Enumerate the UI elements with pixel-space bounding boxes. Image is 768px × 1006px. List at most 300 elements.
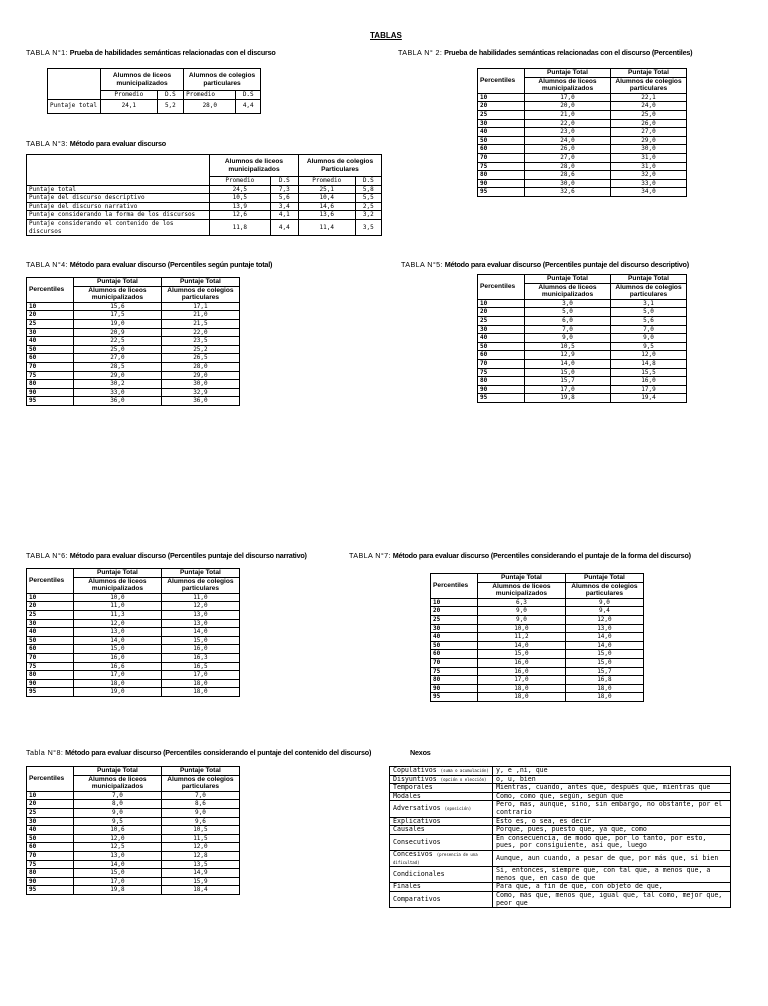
table-row bbox=[478, 153, 687, 162]
value-cell: 31,0 bbox=[610, 162, 686, 171]
value-cell: 12,0 bbox=[610, 351, 686, 360]
value-cell: 24,5 bbox=[210, 185, 271, 194]
value-cell: 26,0 bbox=[610, 119, 686, 128]
value-cell: 13,0 bbox=[161, 619, 239, 628]
table-row bbox=[431, 607, 644, 616]
value-cell: 15,5 bbox=[610, 368, 686, 377]
value-cell: 3,4 bbox=[270, 202, 298, 211]
value-cell: 3,2 bbox=[355, 211, 381, 220]
percentile-cell: 80 bbox=[478, 171, 525, 180]
value-cell: 19,4 bbox=[610, 394, 686, 403]
percentile-cell: 30 bbox=[27, 619, 74, 628]
table3-group-a: Alumnos de liceos municipalizados bbox=[210, 155, 299, 177]
table7-title bbox=[349, 551, 691, 560]
percentile-cell: 70 bbox=[27, 362, 74, 371]
column-subheader: Alumnos de colegios particulares bbox=[161, 577, 239, 593]
table7 bbox=[430, 573, 644, 702]
nexo-examples: Como, como que, según, según que bbox=[493, 792, 731, 801]
value-cell: 16,0 bbox=[610, 377, 686, 386]
table1-sub: Promedio bbox=[184, 91, 236, 100]
value-cell: 15,7 bbox=[565, 667, 643, 676]
column-header: Puntaje Total bbox=[525, 69, 611, 78]
percentile-cell: 30 bbox=[27, 328, 74, 337]
table-row bbox=[27, 826, 240, 835]
percentiles-header: Percentiles bbox=[27, 569, 74, 594]
percentile-cell: 50 bbox=[27, 345, 74, 354]
value-cell: 15,0 bbox=[74, 645, 162, 654]
percentile-cell: 95 bbox=[27, 886, 74, 895]
table-row bbox=[478, 385, 687, 394]
value-cell: 7,0 bbox=[525, 325, 611, 334]
table6-label: TABLA N°6: bbox=[26, 551, 68, 560]
percentile-cell: 60 bbox=[27, 645, 74, 654]
value-cell: 15,0 bbox=[565, 650, 643, 659]
nexo-note: (oposición) bbox=[444, 806, 472, 812]
percentile-cell: 10 bbox=[27, 593, 74, 602]
table-row bbox=[27, 388, 240, 397]
percentile-cell: 40 bbox=[431, 633, 478, 642]
table1-cell: 4,4 bbox=[236, 99, 261, 113]
value-cell: 15,7 bbox=[525, 377, 611, 386]
value-cell: 12,0 bbox=[161, 602, 239, 611]
nexo-examples: Pero, mas, aunque, sino, sin embargo, no obstante, por el contrario bbox=[493, 801, 731, 817]
percentile-cell: 50 bbox=[478, 136, 525, 145]
value-cell: 17,0 bbox=[525, 93, 611, 102]
value-cell: 17,0 bbox=[161, 671, 239, 680]
value-cell: 9,5 bbox=[610, 342, 686, 351]
percentile-cell: 40 bbox=[27, 628, 74, 637]
table1-sub: D.S bbox=[157, 91, 183, 100]
column-subheader: Alumnos de colegios particulares bbox=[565, 582, 643, 598]
column-subheader: Alumnos de colegios particulares bbox=[161, 286, 239, 302]
value-cell: 31,0 bbox=[610, 153, 686, 162]
value-cell: 30,2 bbox=[74, 380, 162, 389]
value-cell: 15,0 bbox=[161, 636, 239, 645]
table-row bbox=[27, 371, 240, 380]
percentile-cell: 95 bbox=[478, 188, 525, 197]
value-cell: 16,0 bbox=[161, 645, 239, 654]
value-cell: 15,6 bbox=[74, 302, 162, 311]
percentile-cell: 50 bbox=[478, 342, 525, 351]
table-row bbox=[27, 362, 240, 371]
table5-caption: Método para evaluar discurso (Percentiles puntaje del discurso descriptivo) bbox=[444, 260, 689, 269]
table5 bbox=[477, 274, 687, 403]
value-cell: 24,0 bbox=[610, 102, 686, 111]
percentile-cell: 90 bbox=[478, 179, 525, 188]
value-cell: 10,6 bbox=[74, 826, 162, 835]
column-subheader: Alumnos de colegios particulares bbox=[610, 283, 686, 299]
nexo-examples: Para que, a fin de que, con objeto de que, bbox=[493, 883, 731, 892]
table-row bbox=[478, 179, 687, 188]
value-cell: 8,6 bbox=[161, 800, 239, 809]
value-cell: 30,0 bbox=[161, 380, 239, 389]
percentile-cell: 20 bbox=[431, 607, 478, 616]
table1-group-a: Alumnos de liceos municipalizados bbox=[101, 69, 184, 91]
value-cell: 17,5 bbox=[74, 311, 162, 320]
table-row bbox=[478, 377, 687, 386]
value-cell: 26,0 bbox=[525, 145, 611, 154]
table5-label: TABLA N°5: bbox=[401, 260, 443, 269]
percentile-cell: 30 bbox=[431, 624, 478, 633]
table-row bbox=[27, 671, 240, 680]
percentile-cell: 70 bbox=[431, 658, 478, 667]
table-row bbox=[431, 676, 644, 685]
column-header: Puntaje Total bbox=[74, 278, 162, 287]
percentile-cell: 10 bbox=[27, 791, 74, 800]
value-cell: 33,0 bbox=[74, 388, 162, 397]
table-row bbox=[478, 102, 687, 111]
nexo-row bbox=[390, 850, 731, 866]
nexo-type: Comparativos bbox=[393, 894, 441, 903]
table1-cell: 5,2 bbox=[157, 99, 183, 113]
table-row bbox=[27, 354, 240, 363]
percentile-cell: 75 bbox=[478, 162, 525, 171]
table-row bbox=[27, 817, 240, 826]
value-cell: 20,0 bbox=[525, 102, 611, 111]
row-label: Puntaje total bbox=[27, 185, 210, 194]
nexo-type-cell bbox=[390, 891, 493, 907]
value-cell: 34,0 bbox=[610, 188, 686, 197]
nexos-title: Nexos bbox=[410, 748, 431, 757]
percentile-cell: 25 bbox=[27, 808, 74, 817]
nexo-examples: En consecuencia, de modo que, por lo tanto, por esto, pues, por consiguiente, así que, luego bbox=[493, 834, 731, 850]
nexo-row bbox=[390, 867, 731, 883]
nexo-row bbox=[390, 767, 731, 776]
table-row bbox=[478, 308, 687, 317]
table-row bbox=[27, 886, 240, 895]
nexo-type-cell bbox=[390, 801, 493, 817]
table-row bbox=[478, 145, 687, 154]
value-cell: 15,9 bbox=[161, 877, 239, 886]
value-cell: 25,2 bbox=[161, 345, 239, 354]
percentile-cell: 25 bbox=[478, 110, 525, 119]
value-cell: 9,0 bbox=[478, 615, 566, 624]
value-cell: 9,0 bbox=[565, 598, 643, 607]
value-cell: 3,5 bbox=[355, 219, 381, 235]
percentile-cell: 80 bbox=[27, 869, 74, 878]
column-subheader: Alumnos de colegios particulares bbox=[161, 775, 239, 791]
table-row bbox=[27, 645, 240, 654]
value-cell: 29,0 bbox=[610, 136, 686, 145]
table3-label: TABLA N°3: bbox=[26, 139, 68, 148]
percentiles-header: Percentiles bbox=[27, 278, 74, 303]
value-cell: 12,9 bbox=[525, 351, 611, 360]
value-cell: 5,6 bbox=[610, 316, 686, 325]
value-cell: 17,0 bbox=[525, 385, 611, 394]
value-cell: 13,5 bbox=[161, 860, 239, 869]
value-cell: 7,3 bbox=[270, 185, 298, 194]
table-row bbox=[27, 869, 240, 878]
table-row bbox=[27, 328, 240, 337]
value-cell: 28,5 bbox=[74, 362, 162, 371]
nexo-note: (suma o acumulación) bbox=[440, 768, 489, 773]
value-cell: 17,1 bbox=[161, 302, 239, 311]
value-cell: 13,0 bbox=[74, 851, 162, 860]
table6 bbox=[26, 568, 240, 697]
table3-sub: Promedio bbox=[298, 177, 355, 186]
value-cell: 7,0 bbox=[74, 791, 162, 800]
value-cell: 8,0 bbox=[74, 800, 162, 809]
value-cell: 6,0 bbox=[525, 316, 611, 325]
percentiles-header: Percentiles bbox=[478, 275, 525, 300]
table5-title bbox=[401, 260, 689, 269]
value-cell: 36,0 bbox=[161, 397, 239, 406]
row-label: Puntaje del discurso descriptivo bbox=[27, 194, 210, 203]
value-cell: 13,6 bbox=[298, 211, 355, 220]
percentile-cell: 10 bbox=[478, 93, 525, 102]
value-cell: 14,0 bbox=[161, 628, 239, 637]
value-cell: 10,5 bbox=[525, 342, 611, 351]
value-cell: 27,0 bbox=[610, 128, 686, 137]
value-cell: 22,0 bbox=[161, 328, 239, 337]
percentile-cell: 10 bbox=[478, 299, 525, 308]
value-cell: 16,5 bbox=[161, 662, 239, 671]
percentile-cell: 60 bbox=[27, 843, 74, 852]
nexo-row bbox=[390, 834, 731, 850]
percentile-cell: 95 bbox=[27, 397, 74, 406]
table-row bbox=[27, 602, 240, 611]
table-row bbox=[478, 188, 687, 197]
nexo-examples: Porque, pues, puesto que, ya que, como bbox=[493, 826, 731, 835]
percentile-cell: 40 bbox=[27, 337, 74, 346]
nexo-note: (opción o elección) bbox=[440, 776, 487, 782]
column-subheader: Alumnos de liceos municipalizados bbox=[74, 286, 162, 302]
table8 bbox=[26, 766, 240, 895]
table-row bbox=[27, 843, 240, 852]
value-cell: 22,5 bbox=[74, 337, 162, 346]
value-cell: 12,0 bbox=[74, 619, 162, 628]
table-row bbox=[478, 325, 687, 334]
table-row bbox=[27, 834, 240, 843]
column-header: Puntaje Total bbox=[565, 574, 643, 583]
table-row bbox=[478, 368, 687, 377]
value-cell: 28,0 bbox=[525, 162, 611, 171]
value-cell: 32,9 bbox=[161, 388, 239, 397]
nexo-type-cell bbox=[390, 883, 493, 892]
percentile-cell: 75 bbox=[27, 860, 74, 869]
value-cell: 15,0 bbox=[525, 368, 611, 377]
value-cell: 12,0 bbox=[74, 834, 162, 843]
table-row bbox=[478, 136, 687, 145]
value-cell: 10,0 bbox=[74, 593, 162, 602]
percentile-cell: 75 bbox=[431, 667, 478, 676]
value-cell: 18,0 bbox=[478, 693, 566, 702]
value-cell: 2,5 bbox=[355, 202, 381, 211]
value-cell: 30,0 bbox=[610, 145, 686, 154]
value-cell: 15,0 bbox=[478, 650, 566, 659]
value-cell: 9,0 bbox=[478, 607, 566, 616]
value-cell: 23,0 bbox=[525, 128, 611, 137]
table1-label: TABLA N°1: bbox=[26, 48, 68, 57]
column-header: Puntaje Total bbox=[610, 69, 686, 78]
table-row bbox=[27, 662, 240, 671]
column-header: Puntaje Total bbox=[525, 275, 611, 284]
value-cell: 22,1 bbox=[610, 93, 686, 102]
nexo-type: Disyuntivos bbox=[393, 774, 437, 783]
value-cell: 27,0 bbox=[525, 153, 611, 162]
value-cell: 18,0 bbox=[161, 688, 239, 697]
value-cell: 16,0 bbox=[478, 658, 566, 667]
table-row bbox=[27, 202, 382, 211]
nexos-table bbox=[389, 766, 731, 908]
percentile-cell: 80 bbox=[27, 380, 74, 389]
nexo-examples: Esto es, o sea, es decir bbox=[493, 817, 731, 826]
table3-caption: Método para evaluar discurso bbox=[69, 139, 166, 148]
value-cell: 27,0 bbox=[74, 354, 162, 363]
value-cell: 10,4 bbox=[298, 194, 355, 203]
table-row bbox=[27, 194, 382, 203]
value-cell: 11,8 bbox=[210, 219, 271, 235]
value-cell: 6,3 bbox=[478, 598, 566, 607]
table1-row-label: Puntaje total bbox=[48, 99, 101, 113]
value-cell: 21,0 bbox=[161, 311, 239, 320]
value-cell: 13,0 bbox=[74, 628, 162, 637]
table-row bbox=[27, 380, 240, 389]
nexo-type: Condicionales bbox=[393, 869, 445, 878]
value-cell: 30,0 bbox=[525, 179, 611, 188]
value-cell: 12,5 bbox=[74, 843, 162, 852]
percentile-cell: 60 bbox=[478, 351, 525, 360]
value-cell: 18,0 bbox=[161, 679, 239, 688]
percentile-cell: 40 bbox=[478, 334, 525, 343]
value-cell: 11,0 bbox=[74, 602, 162, 611]
table-row bbox=[431, 667, 644, 676]
percentile-cell: 25 bbox=[27, 319, 74, 328]
value-cell: 32,6 bbox=[525, 188, 611, 197]
nexo-type: Modales bbox=[393, 791, 421, 800]
nexo-examples: Si, entonces, siempre que, con tal que, a menos que, a menos que, en caso de que bbox=[493, 867, 731, 883]
table4-caption: Método para evaluar discurso (Percentiles según puntaje total) bbox=[69, 260, 273, 269]
percentile-cell: 75 bbox=[27, 371, 74, 380]
nexo-type: Copulativos bbox=[393, 766, 437, 774]
table7-caption: Método para evaluar discurso (Percentiles considerando el puntaje de la forma del discurso) bbox=[392, 551, 691, 560]
value-cell: 3,0 bbox=[525, 299, 611, 308]
value-cell: 25,0 bbox=[610, 110, 686, 119]
value-cell: 11,5 bbox=[161, 834, 239, 843]
percentile-cell: 75 bbox=[478, 368, 525, 377]
table-row bbox=[478, 93, 687, 102]
nexo-examples: Mientras, cuando, antes que, después que, mientras que bbox=[493, 784, 731, 793]
column-header: Puntaje Total bbox=[610, 275, 686, 284]
nexo-note: (presencia de una dificultad) bbox=[393, 851, 478, 865]
percentile-cell: 90 bbox=[27, 877, 74, 886]
table3-sub: Promedio bbox=[210, 177, 271, 186]
column-header: Puntaje Total bbox=[74, 569, 162, 578]
value-cell: 10,5 bbox=[161, 826, 239, 835]
table-row bbox=[478, 162, 687, 171]
value-cell: 17,0 bbox=[74, 877, 162, 886]
value-cell: 18,0 bbox=[74, 679, 162, 688]
table-row bbox=[27, 337, 240, 346]
value-cell: 14,0 bbox=[565, 633, 643, 642]
value-cell: 21,5 bbox=[161, 319, 239, 328]
value-cell: 3,1 bbox=[610, 299, 686, 308]
column-header: Puntaje Total bbox=[478, 574, 566, 583]
value-cell: 24,0 bbox=[525, 136, 611, 145]
value-cell: 15,0 bbox=[565, 658, 643, 667]
table-row bbox=[431, 693, 644, 702]
table-row bbox=[27, 688, 240, 697]
value-cell: 14,0 bbox=[478, 641, 566, 650]
table-row bbox=[431, 684, 644, 693]
value-cell: 21,0 bbox=[525, 110, 611, 119]
percentile-cell: 20 bbox=[478, 102, 525, 111]
value-cell: 16,6 bbox=[74, 662, 162, 671]
column-subheader: Alumnos de liceos municipalizados bbox=[525, 77, 611, 93]
value-cell: 11,3 bbox=[74, 610, 162, 619]
percentile-cell: 95 bbox=[478, 394, 525, 403]
table-row bbox=[478, 394, 687, 403]
table8-label: Tabla N°8: bbox=[26, 748, 64, 757]
nexo-examples: Aunque, aun cuando, a pesar de que, por más que, si bien bbox=[493, 850, 731, 866]
table-row bbox=[431, 641, 644, 650]
value-cell: 18,0 bbox=[565, 684, 643, 693]
table4-title bbox=[26, 260, 272, 269]
nexo-examples: Como, más que, menos que, igual que, tal como, mejor que, peor que bbox=[493, 891, 731, 907]
value-cell: 16,3 bbox=[161, 653, 239, 662]
value-cell: 4,1 bbox=[270, 211, 298, 220]
percentile-cell: 80 bbox=[431, 676, 478, 685]
percentile-cell: 60 bbox=[431, 650, 478, 659]
row-label: Puntaje considerando la forma de los discursos bbox=[27, 211, 210, 220]
table2-title bbox=[398, 48, 692, 57]
table-row bbox=[478, 342, 687, 351]
nexo-examples: o, u, bien bbox=[493, 775, 731, 784]
table-row bbox=[431, 633, 644, 642]
percentile-cell: 10 bbox=[431, 598, 478, 607]
table-row bbox=[27, 628, 240, 637]
value-cell: 17,0 bbox=[74, 671, 162, 680]
value-cell: 14,6 bbox=[298, 202, 355, 211]
value-cell: 10,5 bbox=[210, 194, 271, 203]
table-row bbox=[431, 658, 644, 667]
value-cell: 17,9 bbox=[610, 385, 686, 394]
value-cell: 16,8 bbox=[565, 676, 643, 685]
table-row bbox=[27, 345, 240, 354]
percentile-cell: 20 bbox=[27, 602, 74, 611]
nexo-type: Finales bbox=[393, 882, 421, 891]
value-cell: 33,0 bbox=[610, 179, 686, 188]
table2-caption: Prueba de habilidades semánticas relacionadas con el discurso (Percentiles) bbox=[444, 48, 693, 57]
percentile-cell: 25 bbox=[431, 615, 478, 624]
value-cell: 29,0 bbox=[161, 371, 239, 380]
value-cell: 5,5 bbox=[355, 194, 381, 203]
table-row bbox=[27, 619, 240, 628]
row-label: Puntaje considerando el contenido de los discursos bbox=[27, 219, 210, 235]
column-subheader: Alumnos de liceos municipalizados bbox=[525, 283, 611, 299]
table-row bbox=[27, 610, 240, 619]
nexo-row bbox=[390, 826, 731, 835]
value-cell: 14,0 bbox=[74, 636, 162, 645]
percentiles-header: Percentiles bbox=[27, 767, 74, 792]
value-cell: 19,0 bbox=[74, 319, 162, 328]
table-row bbox=[27, 593, 240, 602]
nexo-type-cell bbox=[390, 826, 493, 835]
table-row bbox=[27, 877, 240, 886]
value-cell: 19,8 bbox=[74, 886, 162, 895]
percentile-cell: 90 bbox=[27, 679, 74, 688]
table4 bbox=[26, 277, 240, 406]
table-row bbox=[431, 650, 644, 659]
value-cell: 14,9 bbox=[161, 869, 239, 878]
nexo-type: Adversativos bbox=[393, 804, 441, 813]
percentile-cell: 75 bbox=[27, 662, 74, 671]
table1-group-b: Alumnos de colegios particulares bbox=[184, 69, 261, 91]
column-header: Puntaje Total bbox=[161, 569, 239, 578]
table7-label: TABLA N°7: bbox=[349, 551, 391, 560]
column-subheader: Alumnos de liceos municipalizados bbox=[74, 577, 162, 593]
value-cell: 7,0 bbox=[161, 791, 239, 800]
